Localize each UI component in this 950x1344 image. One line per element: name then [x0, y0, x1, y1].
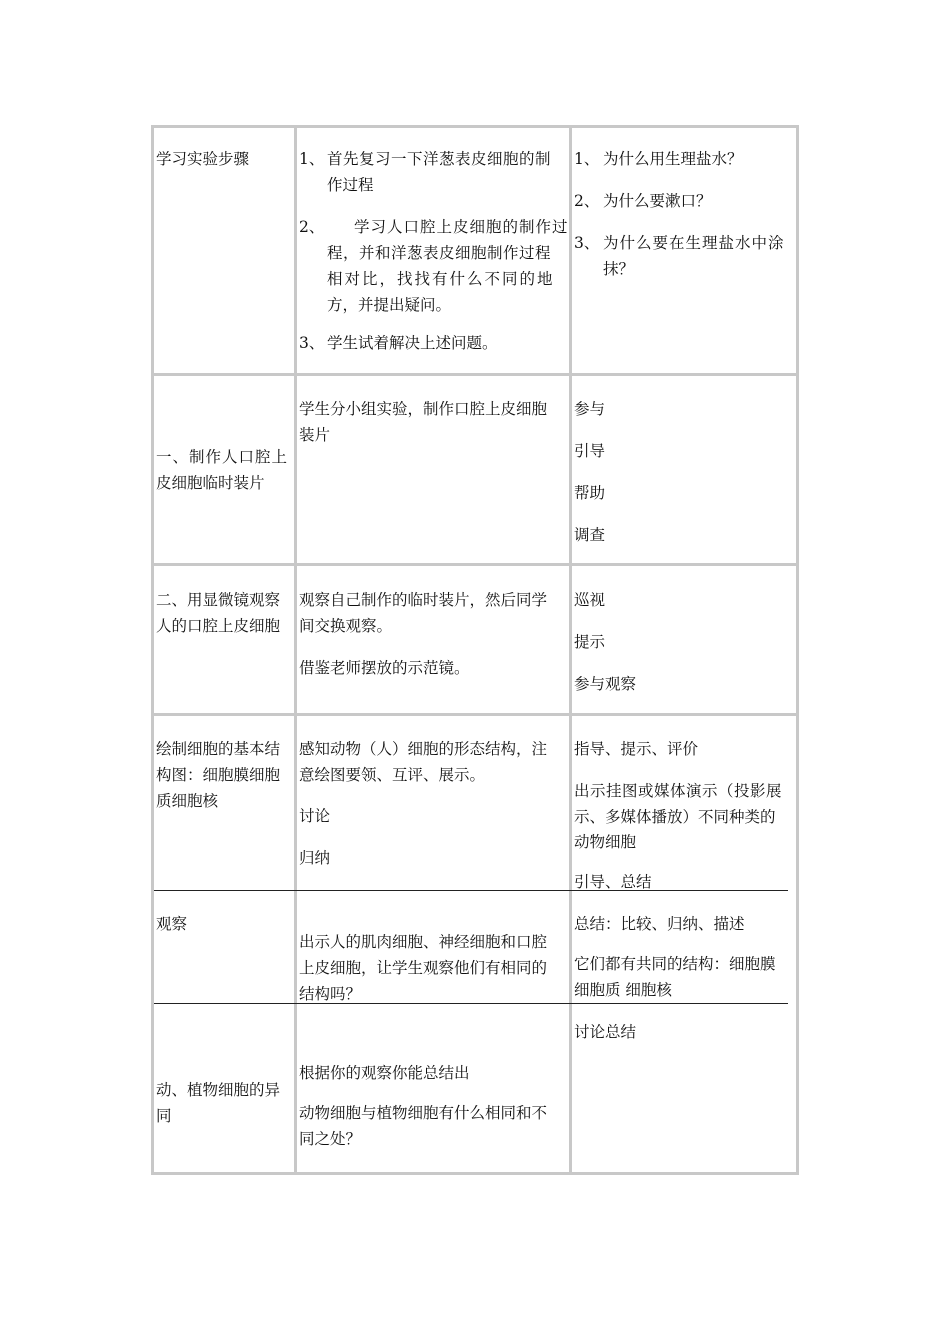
row4-col3-line: 示、多媒体播放）不同种类的: [574, 808, 776, 826]
row2-col1-line: 皮细胞临时装片: [156, 474, 265, 492]
row1-col3-item3-num: 3、: [574, 234, 600, 252]
row4-col3-line: 指导、提示、评价: [574, 740, 699, 758]
row1-col2-item2-line: 程，并和洋葱表皮细胞制作过程: [327, 244, 552, 262]
row1-col3-item3-line: 为什么要在生理盐水中涂: [603, 234, 785, 252]
row1-col2-item2-line: 相对比，找找有什么不同的地: [327, 270, 555, 288]
column-divider: [294, 128, 297, 1172]
row1-col2-item1-line: 作过程: [327, 176, 374, 194]
row5-col3-line: 它们都有共同的结构：细胞膜: [574, 955, 776, 973]
row4-col3-line: 引导、总结: [574, 873, 652, 891]
row4-col1-line: 质细胞核: [156, 792, 219, 810]
row5-col2-line: 结构吗？: [299, 985, 362, 1003]
row1-col2-item3-num: 3、: [299, 334, 325, 352]
row1-col3-item2-num: 2、: [574, 192, 600, 210]
row-divider: [154, 1003, 788, 1004]
row1-col2-item2-num: 2、: [299, 218, 325, 236]
row3-col1-line: 二、用显微镜观察: [156, 591, 281, 609]
row6-col1-line: 动、植物细胞的异: [156, 1081, 281, 1099]
row2-col3-line: 帮助: [574, 484, 606, 502]
row1-col2-item2-line: 学习人口腔上皮细胞的制作过: [354, 218, 569, 236]
row2-col3-line: 参与: [574, 400, 606, 418]
row3-col3-line: 提示: [574, 633, 606, 651]
row-divider: [154, 890, 788, 891]
row3-col2-line: 借鉴老师摆放的示范镜。: [299, 659, 470, 677]
row1-col3-item2-line: 为什么要漱口？: [603, 192, 712, 210]
row6-col3-line: 讨论总结: [574, 1023, 637, 1041]
row2-col3-line: 调查: [574, 526, 606, 544]
row5-col2-line: 出示人的肌肉细胞、神经细胞和口腔: [299, 933, 548, 951]
row2-col2-line: 装片: [299, 426, 331, 444]
row1-col2-item3-line: 学生试着解决上述问题。: [327, 334, 498, 352]
row4-col1-line: 绘制细胞的基本结: [156, 740, 281, 758]
row3-col2-line: 观察自己制作的临时装片，然后同学: [299, 591, 548, 609]
row2-col2-line: 学生分小组实验，制作口腔上皮细胞: [299, 400, 548, 418]
row-divider: [154, 563, 796, 566]
row1-col3-item1-num: 1、: [574, 150, 600, 168]
row4-col3-line: 出示挂图或媒体演示（投影展: [574, 782, 783, 800]
row4-col2-line: 感知动物（人）细胞的形态结构，注: [299, 740, 548, 758]
row4-col2-line: 归纳: [299, 849, 331, 867]
row5-col2-line: 上皮细胞，让学生观察他们有相同的: [299, 959, 548, 977]
row1-col2-item1-line: 首先复习一下洋葱表皮细胞的制: [327, 150, 552, 168]
row2-col3-line: 引导: [574, 442, 606, 460]
column-divider: [569, 128, 572, 1172]
row4-col3-line: 动物细胞: [574, 833, 637, 851]
row5-col1-line: 观察: [156, 915, 188, 933]
row-divider: [154, 373, 796, 376]
row2-col1-line: 一、制作人口腔上: [156, 448, 289, 466]
row1-col2-item2-line: 方，并提出疑问。: [327, 296, 452, 314]
row4-col2-line: 讨论: [299, 807, 331, 825]
row6-col1-line: 同: [156, 1107, 172, 1125]
row4-col2-line: 意绘图要领、互评、展示。: [299, 766, 486, 784]
row3-col3-line: 巡视: [574, 591, 606, 609]
row4-col1-line: 构图：细胞膜细胞: [156, 766, 281, 784]
row3-col2-line: 间交换观察。: [299, 617, 393, 635]
row5-col3-line: 细胞质 细胞核: [574, 981, 672, 999]
row1-col3-item1-line: 为什么用生理盐水？: [603, 150, 743, 168]
row1-col1-line: 学习实验步骤: [156, 150, 250, 168]
row6-col2-line: 根据你的观察你能总结出: [299, 1064, 470, 1082]
row3-col1-line: 人的口腔上皮细胞: [156, 617, 281, 635]
row6-col2-line: 同之处？: [299, 1130, 362, 1148]
row3-col3-line: 参与观察: [574, 675, 637, 693]
row-divider: [154, 713, 796, 716]
row1-col3-item3-line: 抹？: [603, 260, 635, 278]
row1-col2-item1-num: 1、: [299, 150, 325, 168]
row5-col3-line: 总结：比较、归纳、描述: [574, 915, 745, 933]
row6-col2-line: 动物细胞与植物细胞有什么相同和不: [299, 1104, 548, 1122]
